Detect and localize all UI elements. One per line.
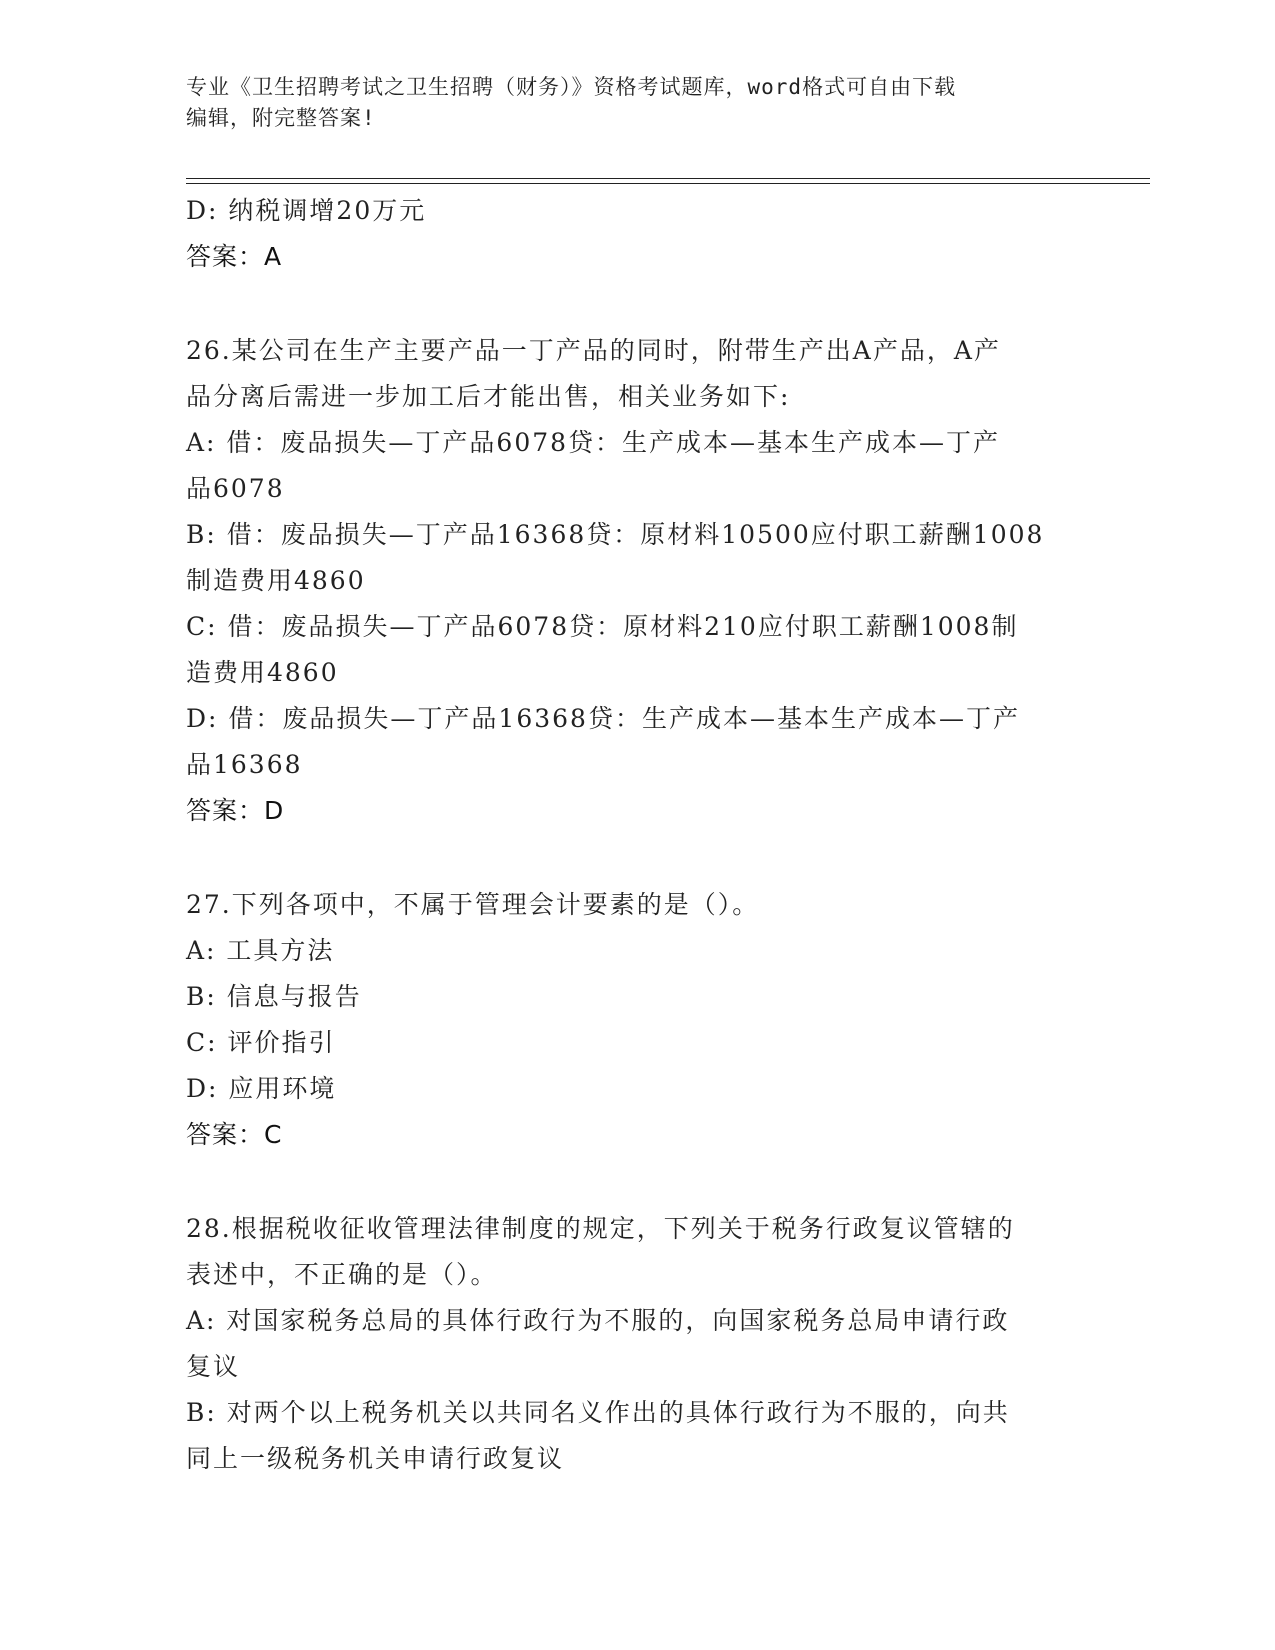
question-stem-continued: 表述中，不正确的是（）。	[186, 1260, 498, 1289]
answer-line: 答案：D	[186, 796, 285, 825]
option-c: C: 借：废品损失—丁产品6078贷：原材料210应付职工薪酬1008制	[186, 612, 1019, 641]
question-spacer	[186, 1158, 1086, 1206]
option-d: D: 纳税调增20万元	[186, 196, 427, 225]
question-stem: 28.根据税收征收管理法律制度的规定，下列关于税务行政复议管辖的	[186, 1214, 1015, 1243]
question-spacer	[186, 834, 1086, 882]
option-a: A: 工具方法	[186, 936, 335, 965]
option-b: B: 信息与报告	[186, 982, 362, 1011]
option-c-continued: 造费用4860	[186, 658, 339, 687]
question-28	[186, 1206, 1086, 1482]
option-b: B: 借：废品损失—丁产品16368贷：原材料10500应付职工薪酬1008	[186, 520, 1045, 549]
question-list	[186, 188, 1086, 1482]
answer-line: 答案：A	[186, 242, 283, 271]
option-d: D: 应用环境	[186, 1074, 337, 1103]
option-a-continued: 品6078	[186, 474, 285, 503]
question-stem-continued: 品分离后需进一步加工后才能出售，相关业务如下:	[186, 382, 791, 411]
question-spacer	[186, 280, 1086, 328]
question-25	[186, 188, 1086, 280]
option-b-continued: 同上一级税务机关申请行政复议	[186, 1444, 565, 1473]
question-27	[186, 882, 1086, 1158]
question-stem: 27.下列各项中，不属于管理会计要素的是（）。	[186, 890, 760, 919]
option-a: A: 借：废品损失—丁产品6078贷：生产成本—基本生产成本—丁产	[186, 428, 1001, 457]
header-line-1: 专业《卫生招聘考试之卫生招聘（财务）》资格考试题库，word格式可自由下载	[186, 75, 957, 99]
option-b: B: 对两个以上税务机关以共同名义作出的具体行政行为不服的，向共	[186, 1398, 1010, 1427]
option-a: A: 对国家税务总局的具体行政行为不服的，向国家税务总局申请行政	[186, 1306, 1010, 1335]
header-line-2: 编辑，附完整答案!	[186, 106, 376, 130]
document-header	[186, 72, 1066, 134]
header-divider-top	[186, 178, 1150, 179]
option-b-continued: 制造费用4860	[186, 566, 366, 595]
option-c: C: 评价指引	[186, 1028, 336, 1057]
question-26	[186, 328, 1086, 834]
header-divider-bottom	[186, 183, 1150, 184]
question-stem: 26.某公司在生产主要产品一丁产品的同时，附带生产出A产品，A产	[186, 336, 1001, 365]
option-d: D: 借：废品损失—丁产品16368贷：生产成本—基本生产成本—丁产	[186, 704, 1020, 733]
option-a-continued: 复议	[186, 1352, 241, 1381]
answer-line: 答案：C	[186, 1120, 283, 1149]
option-d-continued: 品16368	[186, 750, 303, 779]
